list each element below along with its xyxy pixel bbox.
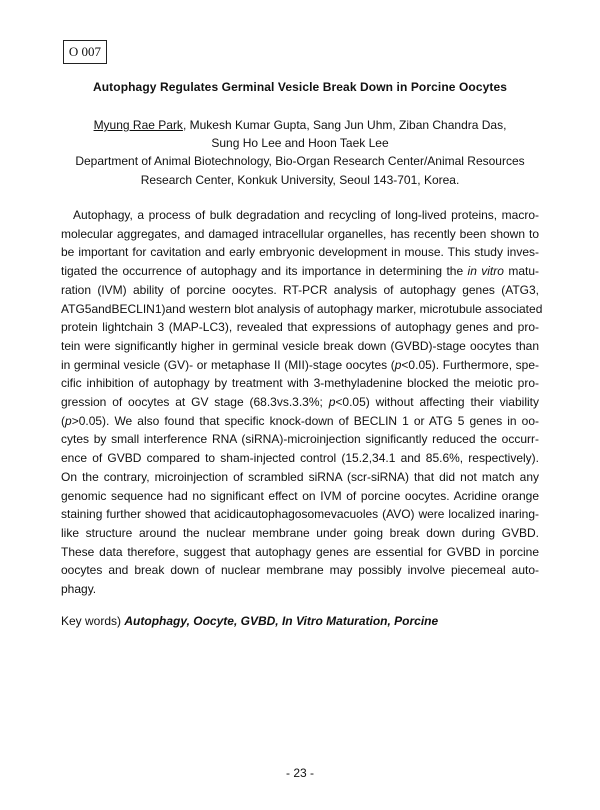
author-line-1 xyxy=(0,116,600,134)
page-number: - 23 - xyxy=(285,766,314,780)
abstract-line: On the contrary, microinjection of scrambled siRNA (scr-siRNA) that did not match any xyxy=(61,469,539,484)
abstract-line: ration (IVM) ability of porcine oocytes. RT-PCR analysis of autophagy genes (ATG3, xyxy=(61,282,539,297)
keywords-label: Key words) xyxy=(61,614,122,628)
abstract-line: These data therefore, suggest that autophagy genes are essential for GVBD in porcine xyxy=(61,544,539,559)
abstract-line: be important for cavitation and early embryonic development in mouse. This study inves- xyxy=(61,245,539,260)
abstract-line: like structure around the nuclear membrane under going break down during GVBD. xyxy=(61,525,539,540)
keywords-items: Autophagy, Oocyte, GVBD, In Vitro Maturation, Porcine xyxy=(124,614,439,628)
abstract-line: tigated the occurrence of autophagy and its importance in determining the in vitro matu- xyxy=(61,264,540,279)
abstract-line: genomic sequence had no significant effect on IVM of porcine oocytes. Acridine orange xyxy=(61,488,539,503)
abstract-line: molecular aggregates, and damaged intracellular organelles, has recently been shown to xyxy=(61,226,539,241)
abstract-code-box: O 007 xyxy=(63,40,107,64)
affiliation-line-1: Department of Animal Biotechnology, Bio-Organ Research Center/Animal Resources xyxy=(75,154,525,168)
abstract-body xyxy=(61,206,543,599)
abstract-line: Autophagy, a process of bulk degradation and recycling of long-lived proteins, macro- xyxy=(73,208,539,222)
abstract-line: cytes by small interference RNA (siRNA)-microinjection significantly reduced the occurr- xyxy=(61,432,539,447)
abstract-line: phagy. xyxy=(61,582,97,597)
affiliation-line-2: Research Center, Konkuk University, Seoul 143-701, Korea. xyxy=(140,173,460,187)
coauthors: , Mukesh Kumar Gupta, Sang Jun Uhm, Ziban Chandra Das, xyxy=(182,118,507,132)
abstract-line: tein were significantly higher in germinal vesicle break down (GVBD)-stage oocytes than xyxy=(61,338,539,353)
abstract-line: protein lightchain 3 (MAP-LC3), revealed that expressions of autophagy genes and pro- xyxy=(61,320,539,335)
author-line-2: Sung Ho Lee and Hoon Taek Lee xyxy=(211,136,389,150)
keywords xyxy=(61,612,438,630)
abstract-line: in germinal vesicle (GV)- or metaphase II (MII)-stage oocytes (p<0.05). Furthermore, spe- xyxy=(61,357,539,372)
abstract-line: staining further showed that acidicautophagosomevacuoles (AVO) were localized inaring- xyxy=(61,507,539,522)
abstract-line: cific inhibition of autophagy by treatment with 3-methyladenine blocked the meiotic pro- xyxy=(61,376,539,391)
abstract-line: ence of GVBD compared to sham-injected control (15.2,34.1 and 85.6%, respectively). xyxy=(61,451,539,466)
paper-title: Autophagy Regulates Germinal Vesicle Break Down in Porcine Oocytes xyxy=(92,80,508,94)
abstract-line: (p>0.05). We also found that specific knock-down of BECLIN 1 or ATG 5 genes in oo- xyxy=(61,413,539,428)
abstract-line: oocytes and break down of nuclear membrane may possibly involve piecemeal auto- xyxy=(61,563,539,578)
abstract-line: ATG5andBECLIN1)and western blot analysis of autophagy marker, microtubule associated xyxy=(61,301,543,316)
abstract-line: gression of oocytes at GV stage (68.3vs.3.3%; p<0.05) without affecting their viability xyxy=(61,395,539,410)
presenting-author: Myung Rae Park xyxy=(93,118,183,132)
